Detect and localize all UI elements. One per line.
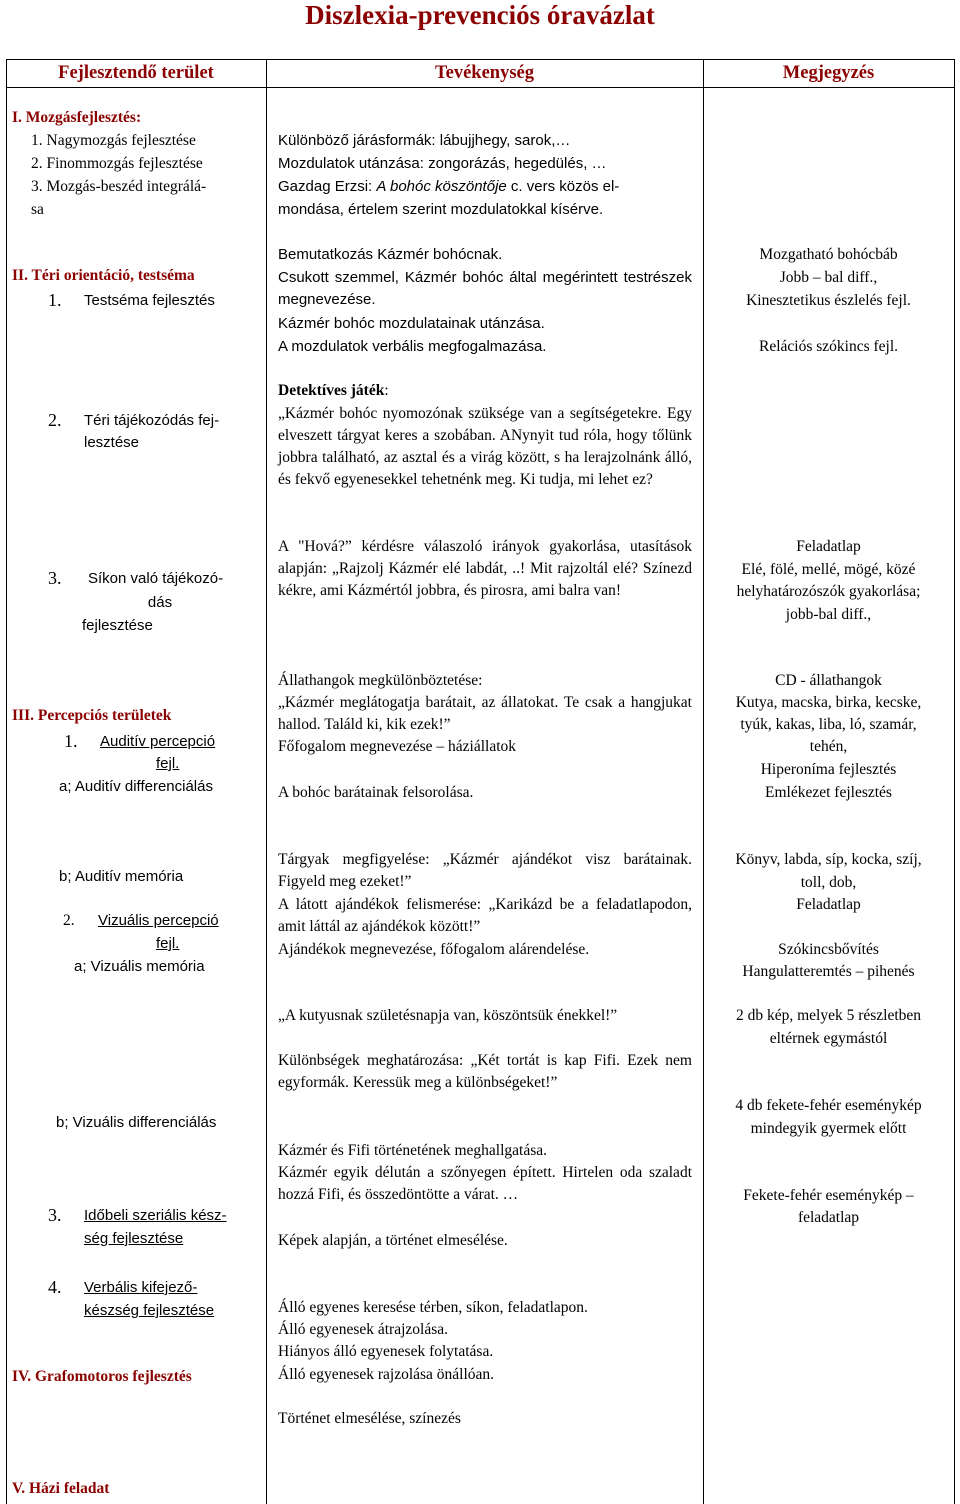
list-item: b; Vizuális differenciálás — [56, 1114, 217, 1131]
activity-text: A bohóc barátainak felsorolása. — [278, 784, 474, 801]
note-text: toll, dob, — [800, 874, 857, 891]
section-title-perception: III. Percepciós területek — [12, 707, 172, 724]
activity-text: Ajándékok megnevezése, főfogalom alárendelése. — [278, 941, 590, 958]
list-number: 1. — [64, 731, 78, 751]
list-item: Auditív percepció — [100, 733, 216, 750]
header-area: Fejlesztendő terület — [58, 63, 214, 83]
list-item: Vizuális percepció — [98, 912, 219, 929]
activity-text: Bemutatkozás Kázmér bohócnak. — [278, 246, 503, 263]
activity-text: Állathangok megkülönböztetése: — [278, 672, 483, 689]
activity-text: Álló egyenesek rajzolása önállóan. — [278, 1366, 495, 1383]
column-divider-1 — [266, 59, 267, 1504]
note-text: Hangulatteremtés – pihenés — [742, 963, 915, 980]
list-item: sa — [31, 201, 44, 218]
note-text: Feladatlap — [796, 538, 861, 555]
list-item: fejl. — [156, 755, 180, 772]
note-text: 2 db kép, melyek 5 részletben — [735, 1007, 922, 1024]
list-number: 4. — [48, 1277, 62, 1297]
activity-text: A "Hová?” kérdésre válaszoló irányok gyakorlása, utasítások alapján: „Rajzolj Kázmér elé labdát, ..! Mit rajzoltál elé? Színezd kékre, ami Kázmértól jobbra, és pirosra, ami balra van! — [278, 538, 692, 599]
list-item: Verbális kifejező- — [84, 1279, 198, 1296]
note-text: Jobb – bal diff., — [779, 269, 878, 286]
section-title-motor: I. Mozgásfejlesztés: — [12, 109, 142, 126]
activity-text: Tárgyak megfigyelése: „Kázmér ajándékot visz barátainak. Figyeld meg ezeket!” — [278, 851, 692, 890]
note-text: Fekete-fehér eseménykép – — [743, 1187, 914, 1204]
list-item: Téri tájékozódás fej- — [84, 412, 220, 429]
activity-text: Mozdulatok utánzása: zongorázás, hegedülés, … — [278, 155, 607, 172]
note-text: Szókincsbővítés — [778, 941, 879, 958]
activity-text: A látott ajándékok felismerése: „Karikázd be a feladatlapodon, amit láttál az ajándékok között!” — [278, 896, 692, 935]
list-item: a; Vizuális memória — [74, 958, 205, 975]
note-text: jobb-bal diff., — [785, 606, 872, 623]
note-text: tehén, — [809, 738, 848, 755]
note-text: Emlékezet fejlesztés — [765, 784, 892, 801]
header-notes: Megjegyzés — [782, 63, 875, 83]
activity-text: Csukott szemmel, Kázmér bohóc által megérintett testrészek megnevezése. — [278, 269, 692, 308]
note-text: mindegyik gyermek előtt — [750, 1120, 907, 1137]
list-item: fejlesztése — [82, 617, 153, 634]
note-text: tyúk, kakas, liba, ló, szamár, — [740, 716, 917, 733]
list-item: Időbeli szeriális kész- — [84, 1207, 227, 1224]
activity-text: Kázmér egyik délután a szőnyegen épített. Hirtelen oda szaladt hozzá Fifi, és összedöntötte a várat. … — [278, 1164, 692, 1203]
note-text: Kinesztetikus észlelés fejl. — [746, 292, 911, 309]
activity-text: Képek alapján, a történet elmesélése. — [278, 1232, 508, 1249]
list-item: dás — [147, 594, 173, 611]
list-item: ség fejlesztése — [84, 1230, 184, 1247]
section-title-graphomotor: IV. Grafomotoros fejlesztés — [12, 1368, 192, 1385]
list-item: a; Auditív differenciálás — [59, 778, 213, 795]
list-item: lesztése — [84, 434, 140, 451]
note-text: 4 db fekete-fehér eseménykép — [735, 1097, 922, 1114]
list-item: 2. Finommozgás fejlesztése — [31, 155, 203, 172]
list-number: 1. — [48, 290, 62, 310]
note-text: Hiperoníma fejlesztés — [760, 761, 897, 778]
activity-text: Főfogalom megnevezése – háziállatok — [278, 738, 517, 755]
activity-text: Álló egyenesek átrajzolása. — [278, 1321, 448, 1338]
note-text: Elé, fölé, mellé, mögé, közé — [741, 561, 916, 578]
list-item: fejl. — [156, 935, 180, 952]
activity-text: Kázmér és Fifi történetének meghallgatása. — [278, 1142, 547, 1159]
activity-text: mondása, értelem szerint mozdulatokkal kísérve. — [278, 201, 604, 218]
list-item: 1. Nagymozgás fejlesztése — [31, 132, 196, 149]
list-item: Testséma fejlesztés — [84, 292, 215, 309]
activity-heading: Detektíves játék: — [278, 382, 389, 399]
note-text: Relációs szókincs fejl. — [758, 338, 899, 355]
list-number: 2. — [48, 410, 62, 430]
activity-text: Álló egyenes keresése térben, síkon, feladatlapon. — [278, 1299, 588, 1316]
note-text: eltérnek egymástól — [769, 1030, 888, 1047]
activity-text: „Kázmér meglátogatja barátait, az állatokat. Te csak a hangjukat hallod. Találd ki, kik ezek!” — [278, 694, 692, 733]
note-text: feladatlap — [797, 1209, 860, 1226]
activity-text: Történet elmesélése, színezés — [278, 1410, 461, 1427]
list-number: 3. — [48, 568, 62, 588]
list-item: készség fejlesztése — [84, 1302, 215, 1319]
page-title: Diszlexia-prevenciós óravázlat — [305, 0, 655, 30]
activity-text: A mozdulatok verbális megfogalmazása. — [278, 338, 547, 355]
list-number: 2. — [63, 912, 75, 929]
section-title-spatial: II. Téri orientáció, testséma — [12, 267, 195, 284]
list-item: Síkon való tájékozó- — [88, 570, 224, 587]
header-activity: Tevékenység — [434, 63, 534, 83]
note-text: helyhatározószók gyakorlása; — [736, 583, 921, 600]
header-bottom-border — [6, 87, 955, 88]
list-item: b; Auditív memória — [59, 868, 184, 885]
activity-text: Kázmér bohóc mozdulatainak utánzása. — [278, 315, 545, 332]
list-number: 3. — [48, 1205, 62, 1225]
table-left-border — [6, 59, 7, 1504]
list-item: 3. Mozgás-beszéd integrálá- — [31, 178, 207, 195]
activity-text: Hiányos álló egyenesek folytatása. — [278, 1343, 494, 1360]
activity-text: „A kutyusnak születésnapja van, köszöntsük énekkel!” — [278, 1007, 618, 1024]
note-text: Kutya, macska, birka, kecske, — [735, 694, 922, 711]
table-right-border — [954, 59, 955, 1504]
activity-text: „Kázmér bohóc nyomozónak szüksége van a segítségetekre. Egy elveszett tárgyat keres a szobában. ANynyit tud róla, hogy tőlünk jobbra található, az asztal és a virág között, s ha lerajzolnánk álló, és fekvő egyenesekkel tehetnénk meg. Ki tudja, mi lehet ez? — [278, 405, 692, 488]
note-text: Feladatlap — [796, 896, 861, 913]
activity-text: Gazdag Erzsi: A bohóc köszöntője c. vers közös el- — [278, 178, 620, 195]
activity-text: Különbségek meghatározása: „Két tortát is kap Fifi. Ezek nem egyformák. Keressük meg a különbségeket!” — [278, 1052, 692, 1091]
note-text: CD - állathangok — [775, 672, 882, 689]
section-title-homework: V. Házi feladat — [12, 1480, 110, 1497]
note-text: Mozgatható bohócbáb — [759, 246, 898, 263]
activity-text: Különböző járásformák: lábujjhegy, sarok,… — [278, 132, 571, 149]
note-text: Könyv, labda, síp, kocka, szíj, — [735, 851, 922, 868]
